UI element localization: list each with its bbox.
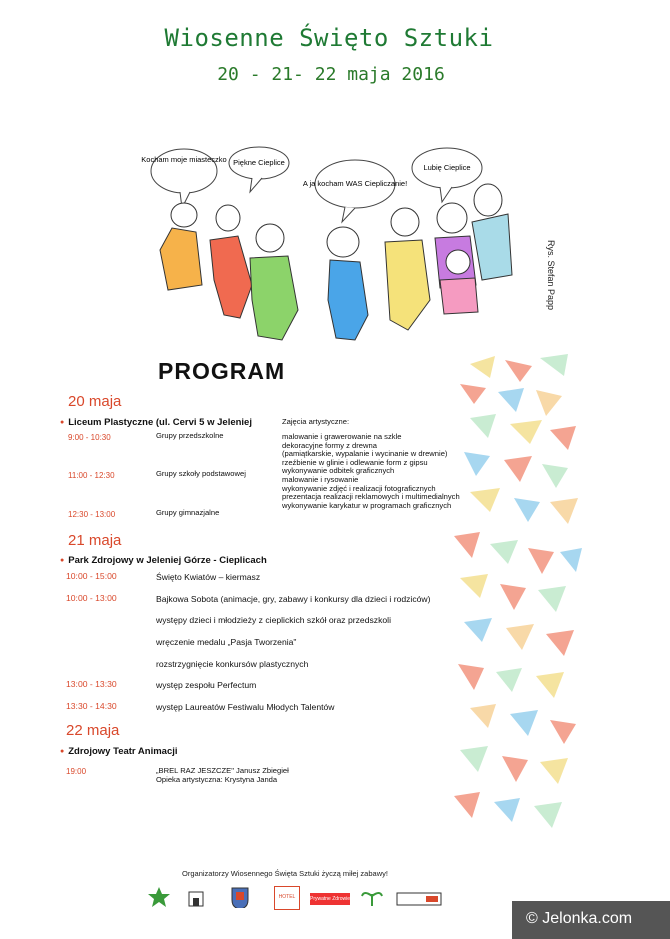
castle-logo-icon [186, 886, 206, 908]
clinic-logo-icon: Prywatne Zdrowie [310, 893, 350, 905]
speech-bubble-1 [141, 149, 226, 208]
plant-logo-icon [360, 886, 384, 908]
watermark-text: © Jelonka.com [526, 910, 633, 927]
day2-item-time: 13:00 - 13:30 [66, 679, 117, 689]
day2-item-time: 10:00 - 13:00 [66, 593, 117, 603]
day1-row-group: Grupy gimnazjalne [156, 508, 220, 517]
day3-time: 19:00 [66, 767, 87, 776]
hotel-logo-icon: HOTEL [274, 886, 300, 910]
decorative-confetti [450, 352, 585, 840]
event-dates: 20 - 21- 22 maja 2016 [217, 64, 445, 85]
day1-row-time: 11:00 - 12:30 [68, 471, 115, 480]
activity-item: wykonywanie karykatur w programach graficznych [282, 500, 452, 510]
activity-item: rzeźbienie w glinie i odlewanie form z gipsu [282, 457, 428, 467]
illustration-credit: Rys. Stefan Papp [546, 240, 556, 311]
activity-item: wykonywanie zdjęć i realizacji fotograficznych [282, 483, 436, 493]
day1-row-time: 9:00 - 10:30 [68, 433, 111, 442]
activity-item: (pamiątkarskie, wypalanie i wycinanie w drewnie) [282, 449, 448, 459]
day2-item-text: Bajkowa Sobota (animacje, gry, zabawy i konkursy dla dzieci i rodziców) [156, 594, 431, 604]
activity-item: wykonywanie odbitek graficznych [282, 466, 395, 476]
bubble-text-2: Piękne Cieplice [233, 158, 285, 167]
speech-bubble-3 [303, 160, 407, 222]
day2-item-time: 10:00 - 15:00 [66, 571, 117, 581]
day3-details [156, 767, 289, 784]
day2-date: 21 maja [68, 532, 122, 549]
day3-detail-line: Opieka artystyczna: Krystyna Janda [156, 774, 278, 784]
activity-item: malowanie i grawerowanie na szkle [282, 432, 402, 441]
day3-date: 22 maja [66, 722, 120, 739]
organizers-note: Organizatorzy Wiosennego Święta Sztuki życzą miłej zabawy! [182, 869, 388, 878]
confetti-shapes [454, 354, 582, 828]
day2-item-text: wręczenie medalu „Pasja Tworzenia" [156, 637, 297, 647]
cartoon-figures [160, 184, 512, 340]
day3-detail-line: „BREL RAZ JESZCZE" Janusz Zbiegieł [156, 766, 289, 775]
day1-row-time: 12:30 - 13:00 [68, 510, 116, 519]
activity-item: malowanie i rysowanie [282, 474, 359, 484]
day2-item-text: Święto Kwiatów – kiermasz [156, 572, 261, 582]
poster-title: Wiosenne Święto Sztuki [164, 24, 494, 52]
bubble-text-3: A ja kocham WAS Ciepliczanie! [302, 179, 408, 188]
day2-item-text: rozstrzygnięcie konkursów plastycznych [156, 659, 309, 669]
coat-of-arms-icon [230, 886, 250, 908]
day1-activities-heading: Zajęcia artystyczne: [282, 417, 350, 426]
speech-bubble-2 [229, 147, 289, 192]
day1-row-group: Grupy przedszkolne [156, 431, 224, 440]
illustration [140, 140, 540, 345]
day1-row-group: Grupy szkoły podstawowej [156, 469, 246, 478]
day2-item-text: występ zespołu Perfectum [156, 680, 257, 690]
activity-item: dekoracyjne formy z drewna [282, 440, 377, 450]
day2-item-text: występ Laureatów Festiwalu Młodych Talentów [156, 702, 335, 712]
day1-date: 20 maja [68, 393, 122, 410]
day2-item-time: 13:30 - 14:30 [66, 701, 117, 711]
bubble-text-4: Lubię Cieplice [423, 163, 471, 172]
day2-item-text: występy dzieci i młodzieży z cieplickich szkół oraz przedszkoli [156, 615, 391, 625]
star-logo-icon [146, 886, 172, 908]
day3-venue: ● Zdrojowy Teatr Animacji [60, 746, 178, 757]
day1-venue: ● Liceum Plastyczne (ul. Cervi 5 w Jeleniej [60, 417, 252, 428]
watermark [512, 901, 670, 939]
program-heading: PROGRAM [158, 358, 286, 384]
speech-bubble-4 [412, 148, 482, 202]
day2-venue: ● Park Zdrojowy w Jeleniej Górze - Cieplicach [60, 555, 267, 566]
partner-logo-icon [396, 892, 442, 914]
activity-item: prezentacja realizacji reklamowych i multimedialnych [282, 492, 460, 502]
bubble-text-1: Kocham moje miasteczko [141, 155, 227, 164]
day1-activities-list [282, 433, 460, 510]
